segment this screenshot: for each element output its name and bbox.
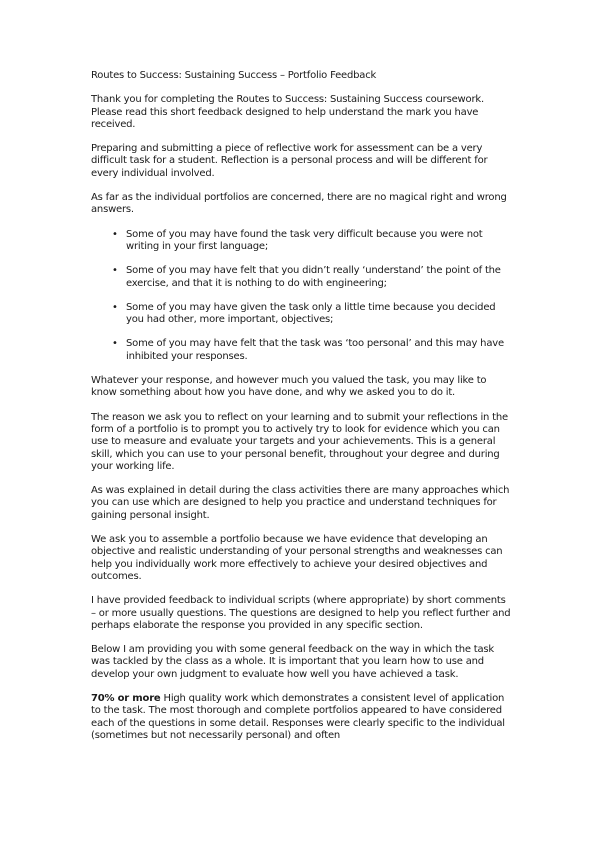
bullet-icon: • xyxy=(112,265,118,277)
bullet-item-text: Some of you may have felt that the task was ‘too personal’ and this may have inhibited your responses. xyxy=(126,338,504,362)
paragraph-preparing-reflective-work: Preparing and submitting a piece of reflective work for assessment can be a very difficult task for a student. Reflection is a personal process and will be different for every individual involved. xyxy=(91,143,488,179)
paragraph-general-feedback: Below I am providing you with some general feedback on the way in which the task was tackled by the class as a whole. It is important that you learn how to use and develop your own judgment to evaluate how well you have achieved a task. xyxy=(91,644,495,680)
bullet-icon: • xyxy=(112,301,118,313)
bullet-icon: • xyxy=(112,338,118,350)
bullet-item-first-language xyxy=(91,229,511,254)
paragraph-individual-feedback: I have provided feedback to individual scripts (where appropriate) by short comments – or more usually questions. The questions are designed to help you reflect further and perhaps elaborate the response you provided in any specific section. xyxy=(91,595,511,631)
bullet-item-too-personal xyxy=(91,338,511,363)
paragraph-grade-band-70 xyxy=(91,693,511,742)
bullet-item-text: Some of you may have given the task only a little time because you decided you had other, more important, objectives; xyxy=(126,301,496,326)
bullet-icon: • xyxy=(112,228,118,240)
bullet-item-understand-point xyxy=(91,265,511,290)
paragraph-class-activities: As was explained in detail during the class activities there are many approaches which you can use which are designed to help you practice and understand techniques for gaining personal insight. xyxy=(91,485,510,521)
grade-band-text: High quality work which demonstrates a consistent level of application to the task. The most thorough and complete portfolios appeared to have considered each of the questions in some detail. Responses were clearly specific to the individual (sometimes but not necessarily personal) and often xyxy=(91,692,505,741)
grade-band-label: 70% or more xyxy=(91,692,161,704)
paragraph-portfolio-evidence: We ask you to assemble a portfolio because we have evidence that developing an objective and realistic understanding of your personal strengths and weaknesses can help you individually work more effectively to achieve your desired objectives and outcomes. xyxy=(91,534,503,582)
bullet-item-text: Some of you may have found the task very difficult because you were not writing in your first language; xyxy=(126,228,483,252)
paragraph-reason-for-reflection: The reason we ask you to reflect on your learning and to submit your reflections in the form of a portfolio is to prompt you to actively try to look for evidence which you can use to measure and evaluate your targets and your achievements. This is a general skill, which you can use to your personal benefit, throughout your degree and during your working life. xyxy=(91,411,508,472)
paragraph-thank-you: Thank you for completing the Routes to Success: Sustaining Success coursework. Please read this short feedback designed to help understand the mark you have received. xyxy=(91,94,484,130)
bullet-item-text: Some of you may have felt that you didn’t really ‘understand’ the point of the exercise, and that it is nothing to do with engineering; xyxy=(126,265,501,289)
paragraph-whatever-response: Whatever your response, and however much you valued the task, you may like to know something about how you have done, and why we asked you to do it. xyxy=(91,375,487,399)
bullet-list xyxy=(91,229,511,363)
paragraph-no-right-answers: As far as the individual portfolios are concerned, there are no magical right and wrong answers. xyxy=(91,192,507,216)
document-title: Routes to Success: Sustaining Success – Portfolio Feedback xyxy=(91,70,377,81)
bullet-item-little-time xyxy=(91,302,511,327)
